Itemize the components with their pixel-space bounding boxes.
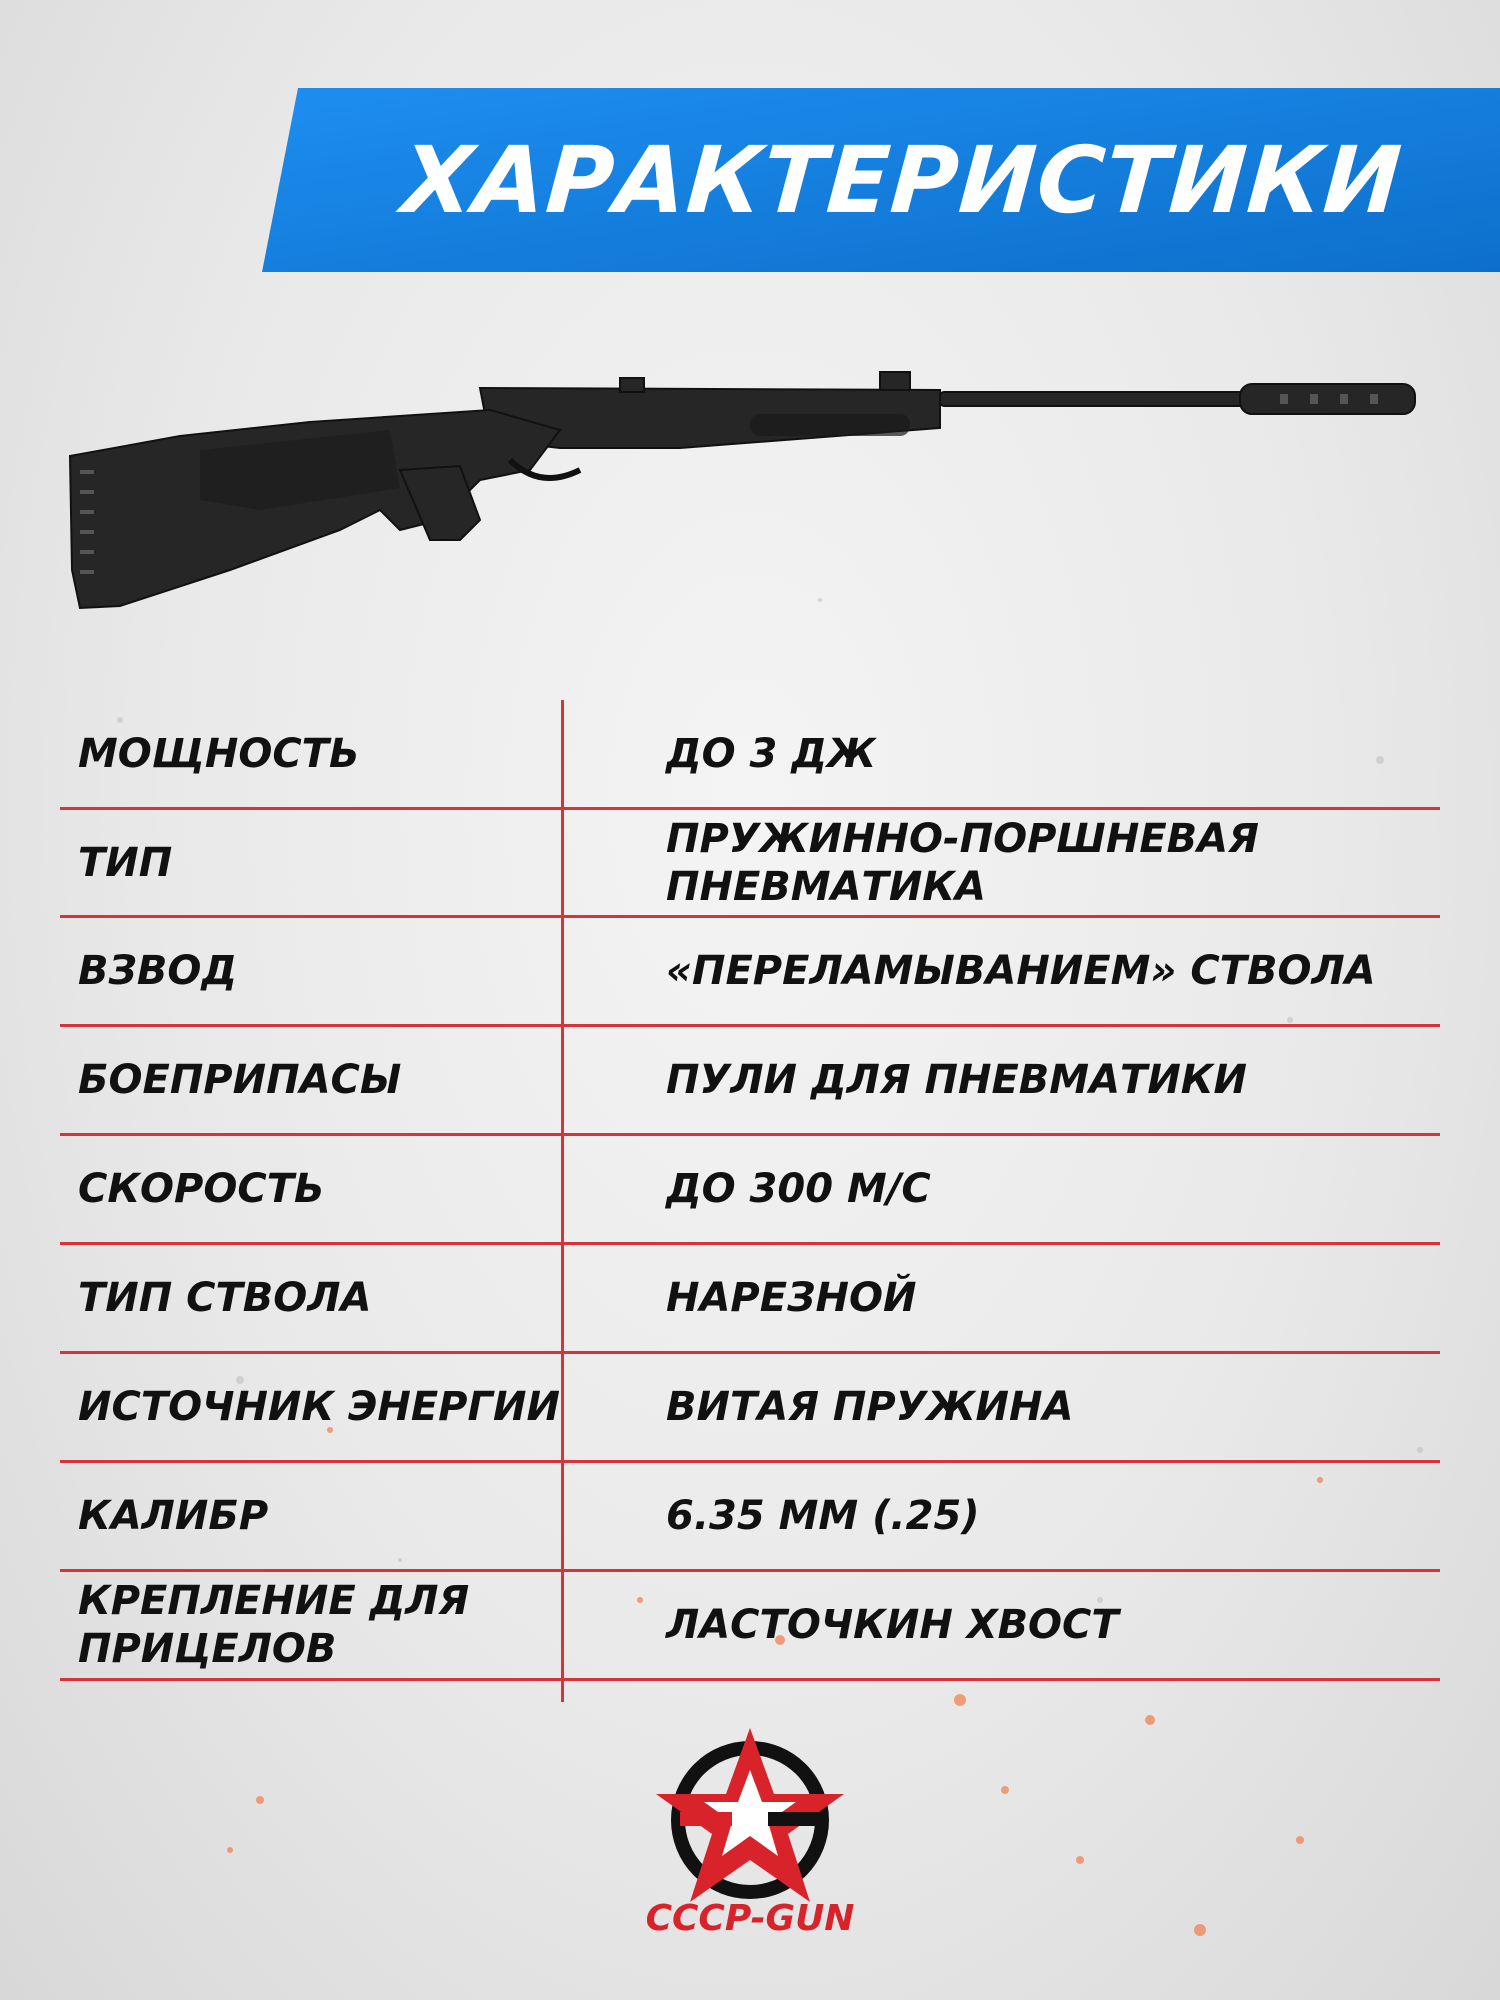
page-title: ХАРАКТЕРИСТИКИ bbox=[398, 126, 1406, 234]
brand-name: CCCP-GUN bbox=[645, 1898, 855, 1939]
spec-value: ДО 300 М/С bbox=[666, 1166, 931, 1212]
spec-value: ПУЛИ ДЛЯ ПНЕВМАТИКИ bbox=[666, 1057, 1247, 1103]
spec-value: 6.35 ММ (.25) bbox=[666, 1493, 980, 1539]
spec-row bbox=[60, 1027, 1440, 1136]
spec-row bbox=[60, 700, 1440, 810]
spec-value: «ПЕРЕЛАМЫВАНИЕМ» СТВОЛА bbox=[666, 948, 1376, 994]
spec-row bbox=[60, 1245, 1440, 1354]
spec-row bbox=[60, 918, 1440, 1027]
spec-row bbox=[60, 1572, 1440, 1681]
spec-label: ИСТОЧНИК ЭНЕРГИИ bbox=[78, 1384, 560, 1430]
air-rifle-image bbox=[60, 370, 1440, 630]
spec-value: ЛАСТОЧКИН ХВОСТ bbox=[666, 1602, 1119, 1648]
spec-label: ТИП СТВОЛА bbox=[78, 1275, 372, 1321]
spec-label: СКОРОСТЬ bbox=[78, 1166, 325, 1212]
spec-label: КРЕПЛЕНИЕ ДЛЯ ПРИЦЕЛОВ bbox=[78, 1578, 470, 1672]
spec-value: ПРУЖИННО-ПОРШНЕВАЯ ПНЕВМАТИКА bbox=[666, 815, 1259, 910]
spec-label: ТИП bbox=[78, 839, 173, 886]
spec-value: ВИТАЯ ПРУЖИНА bbox=[666, 1384, 1074, 1430]
table-column-divider bbox=[561, 700, 564, 1702]
header-banner bbox=[262, 88, 1500, 272]
spec-row bbox=[60, 1354, 1440, 1463]
spec-label: ВЗВОД bbox=[78, 948, 238, 994]
spec-label: БОЕПРИПАСЫ bbox=[78, 1057, 402, 1103]
specs-table bbox=[60, 700, 1440, 1681]
spec-value: ДО 3 ДЖ bbox=[666, 730, 876, 777]
spec-row bbox=[60, 810, 1440, 918]
spec-value: НАРЕЗНОЙ bbox=[666, 1275, 917, 1321]
spec-label: КАЛИБР bbox=[78, 1493, 269, 1539]
spec-row bbox=[60, 1136, 1440, 1245]
spec-label: МОЩНОСТЬ bbox=[78, 730, 360, 777]
spec-row bbox=[60, 1463, 1440, 1572]
